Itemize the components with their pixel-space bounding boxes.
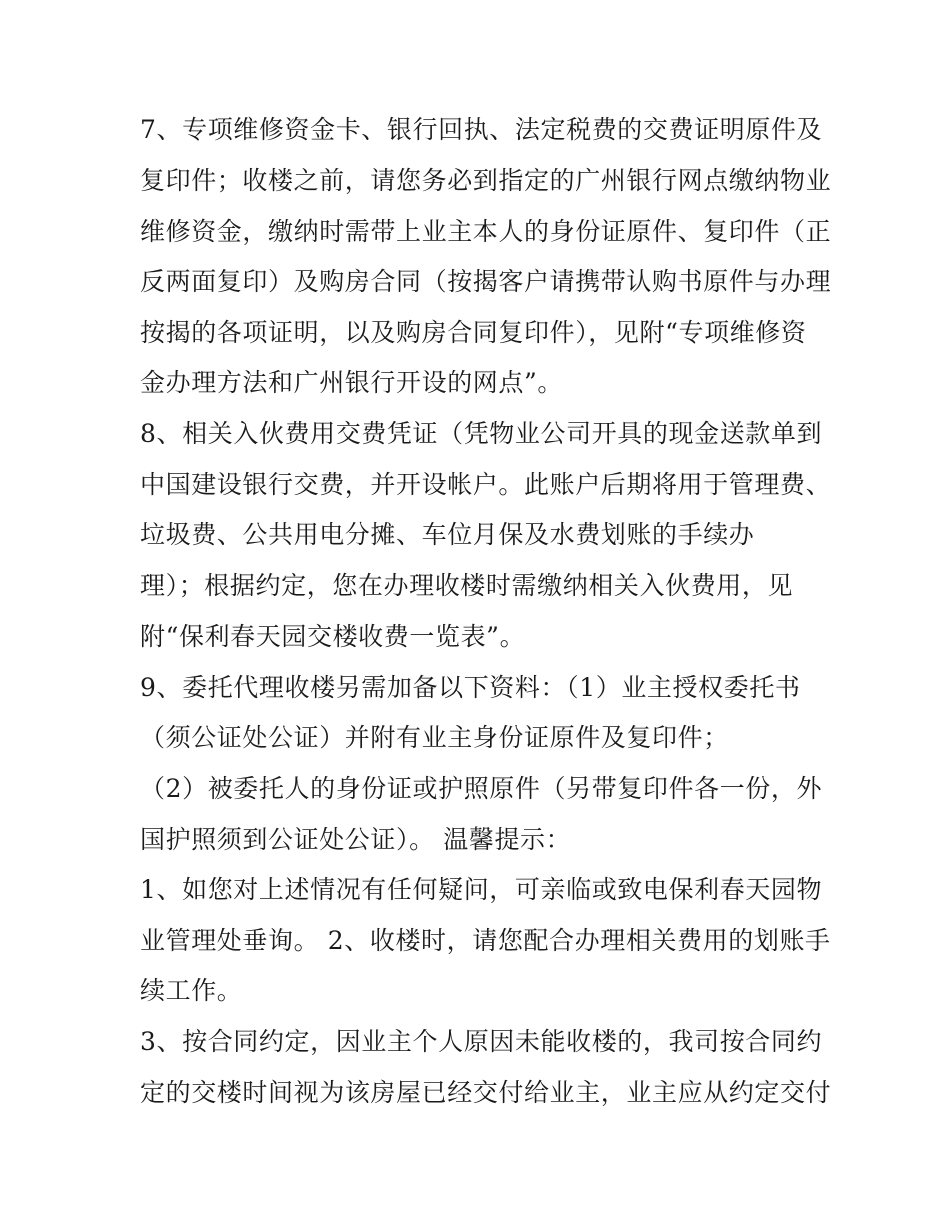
text-line: 8、相关入伙费用交费凭证（凭物业公司开具的现金送款单到 — [140, 419, 823, 448]
text-line: 垃圾费、公共用电分摊、车位月保及水费划账的手续办 — [140, 520, 755, 549]
text-line: 9、委托代理收楼另需加备以下资料：（1）业主授权委托书 — [140, 673, 801, 702]
text-line: 7、专项维修资金卡、银行回执、法定税费的交费证明原件及 — [140, 115, 823, 144]
text-line: 续工作。 — [140, 976, 243, 1005]
text-line: 1、如您对上述情况有任何疑问，可亲临或致电保利春天园物 — [140, 875, 823, 904]
text-line: （2）被委托人的身份证或护照原件（另带复印件各一份，外 — [140, 774, 823, 803]
text-line: 3、按合同约定，因业主个人原因未能收楼的，我司按合同约 — [140, 1027, 823, 1056]
text-line: 定的交楼时间视为该房屋已经交付给业主，业主应从约定交付 — [140, 1078, 832, 1107]
text-line: 反两面复印）及购房合同（按揭客户请携带认购书原件与办理 — [140, 267, 832, 296]
text-line: 维修资金，缴纳时需带上业主本人的身份证原件、复印件（正 — [140, 217, 832, 246]
text-line: 金办理方法和广州银行开设的网点”。 — [140, 368, 563, 397]
text-line: 理）；根据约定，您在办理收楼时需缴纳相关入伙费用，见 — [140, 571, 794, 600]
text-line: 附“保利春天园交楼收费一览表”。 — [140, 622, 526, 651]
text-line: 中国建设银行交费，并开设帐户。此账户后期将用于管理费、 — [140, 470, 832, 499]
text-line: 复印件；收楼之前，请您务必到指定的广州银行网点缴纳物业 — [140, 166, 832, 195]
text-line: 按揭的各项证明，以及购房合同复印件），见附“专项维修资 — [140, 318, 807, 347]
text-line: 国护照须到公证处公证）。 温馨提示： — [140, 825, 572, 854]
text-line: （须公证处公证）并附有业主身份证原件及复印件； — [140, 723, 729, 752]
text-line: 业管理处垂询。 2、收楼时，请您配合办理相关费用的划账手 — [140, 926, 831, 955]
